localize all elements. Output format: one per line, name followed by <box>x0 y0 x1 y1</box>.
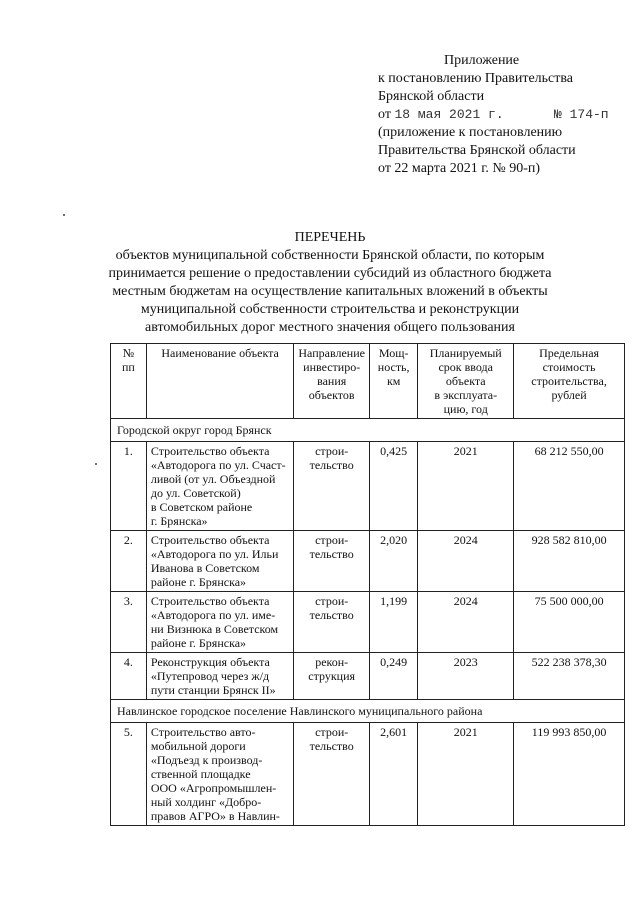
row-cost-cell: 928 582 810,00 <box>514 531 625 592</box>
table-row <box>111 531 625 592</box>
row-year-cell: 2021 <box>418 723 514 826</box>
row-name-cell: Строительство объекта «Автодорога по ул. Ильи Иванова в Советском районе г. Брянска» <box>146 531 294 592</box>
row-direction-cell: строи- тельство <box>294 723 370 826</box>
row-num-cell: 5. <box>111 723 147 826</box>
row-num-cell: 3. <box>111 592 147 653</box>
table-header-row <box>111 344 625 419</box>
header-year: Планируемый срок ввода объекта в эксплуата- цию, год <box>418 344 514 419</box>
scan-speck <box>63 214 65 216</box>
row-name-cell: Реконструкция объекта «Путепровод через ж/д пути станции Брянск II» <box>146 653 294 700</box>
row-year-cell: 2023 <box>418 653 514 700</box>
header-power: Мощ- ность, км <box>369 344 417 419</box>
table-row <box>111 592 625 653</box>
row-year-cell: 2024 <box>418 531 514 592</box>
section-label: Навлинское городское поселение Навлинского муниципального района <box>111 700 625 723</box>
row-direction-cell: строи- тельство <box>294 531 370 592</box>
row-power-cell: 0,425 <box>369 442 417 531</box>
title-line: принимается решение о предоставлении субсидий из областного бюджета <box>108 266 552 281</box>
row-cost-cell: 68 212 550,00 <box>514 442 625 531</box>
appendix-line: Правительства Брянской области <box>378 143 576 158</box>
table-row <box>111 723 625 826</box>
title-line: местным бюджетам на осуществление капитальных вложений в объекты <box>112 284 548 299</box>
objects-table <box>110 343 625 826</box>
row-num-cell: 2. <box>111 531 147 592</box>
header-num: № пп <box>111 344 147 419</box>
row-year-cell: 2024 <box>418 592 514 653</box>
title-line: автомобильных дорог местного значения общего пользования <box>145 320 515 335</box>
row-name-cell: Строительство объекта «Автодорога по ул. Счаст- ливой (от ул. Объездной до ул. Советской) в Советском районе г. Брянска» <box>146 442 294 531</box>
appendix-line: от 22 марта 2021 г. № 90-п) <box>378 161 541 176</box>
row-power-cell: 2,601 <box>369 723 417 826</box>
appendix-line: (приложение к постановлению <box>378 125 563 140</box>
appendix-line: Брянской области <box>378 89 485 104</box>
row-cost-cell: 75 500 000,00 <box>514 592 625 653</box>
row-name-cell: Строительство авто- мобильной дороги «Подъезд к производ- ственной площадке ООО «Агропромышлен- ный холдинг «Добро- правов АГРО» в Навлин- <box>146 723 294 826</box>
section-row <box>111 700 625 723</box>
row-cost-cell: 522 238 378,30 <box>514 653 625 700</box>
table-row <box>111 653 625 700</box>
section-row <box>111 419 625 442</box>
appendix-date-line <box>378 106 638 124</box>
row-num-cell: 4. <box>111 653 147 700</box>
title-line: объектов муниципальной собственности Брянской области, по которым <box>115 248 545 263</box>
title-heading: ПЕРЕЧЕНЬ <box>294 230 366 245</box>
appendix-line: к постановлению Правительства <box>378 71 574 86</box>
row-cost-cell: 119 993 850,00 <box>514 723 625 826</box>
appendix-block <box>378 52 638 178</box>
row-power-cell: 0,249 <box>369 653 417 700</box>
date-value: 18 мая 2021 г. <box>394 107 504 122</box>
row-num-cell: 1. <box>111 442 147 531</box>
header-cost: Предельная стоимость строительства, рублей <box>514 344 625 419</box>
row-year-cell: 2021 <box>418 442 514 531</box>
row-power-cell: 1,199 <box>369 592 417 653</box>
row-power-cell: 2,020 <box>369 531 417 592</box>
row-direction-cell: строи- тельство <box>294 442 370 531</box>
row-direction-cell: строи- тельство <box>294 592 370 653</box>
date-prefix: от <box>378 107 391 122</box>
header-direction: Направление инвестиро- вания объектов <box>294 344 370 419</box>
row-name-cell: Строительство объекта «Автодорога по ул. име- ни Визнюка в Советском районе г. Брянска» <box>146 592 294 653</box>
document-title <box>80 229 580 337</box>
row-direction-cell: рекон- струкция <box>294 653 370 700</box>
header-name: Наименование объекта <box>146 344 294 419</box>
appendix-title: Приложение <box>444 53 520 68</box>
title-line: муниципальной собственности строительства и реконструкции <box>140 302 520 317</box>
scan-speck <box>95 463 97 465</box>
table-row <box>111 442 625 531</box>
number-value: № 174-п <box>554 107 609 122</box>
section-label: Городской округ город Брянск <box>111 419 625 442</box>
